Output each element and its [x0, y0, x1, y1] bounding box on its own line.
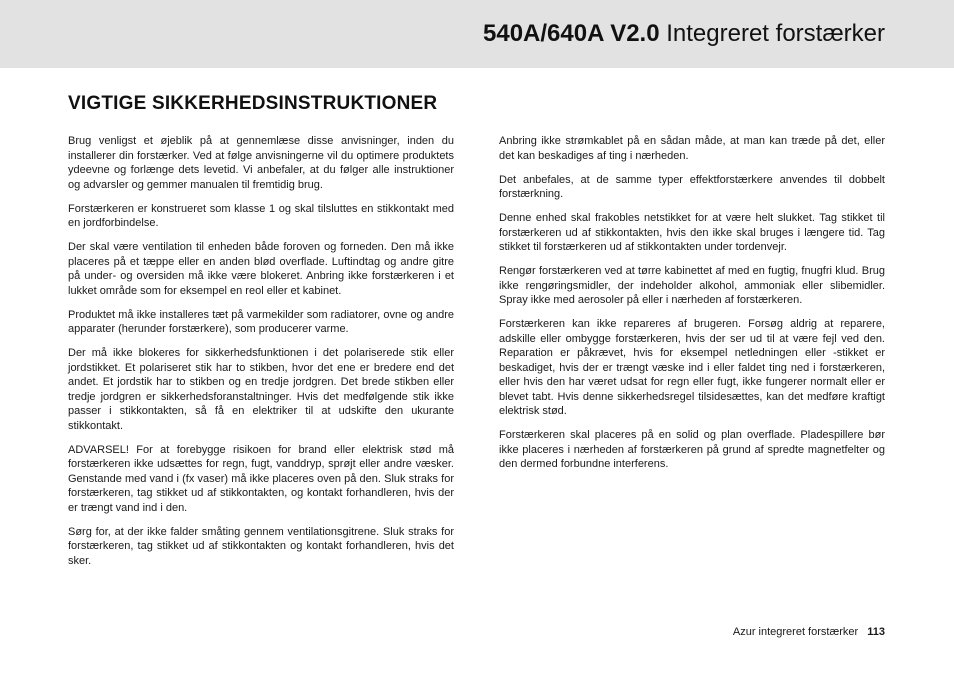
paragraph: Forstærkeren skal placeres på en solid og plan overflade. Pladespillere bør ikke placeres i nærheden af forstærkeren på grund af spredte magnetfelter og den dermed forbundne interferens. — [499, 429, 885, 470]
paragraph: Anbring ikke strømkablet på en sådan måde, at man kan træde på det, eller det kan beskadiges af ting i nærheden. — [499, 135, 885, 162]
product-title: Integreret forstærker — [666, 20, 885, 47]
paragraph: Denne enhed skal frakobles netstikket for at være helt slukket. Tag stikket til forstærkeren ud af stikkontakten, hvis den ikke skal bruges i længere tid. Tag stikket til forstærkeren ud af stikkontakten under tordenvejr. — [499, 212, 885, 253]
section-heading: VIGTIGE SIKKERHEDSINSTRUKTIONER — [68, 93, 438, 114]
footer-label: Azur integreret forstærker — [732, 626, 859, 638]
page-number: 113 — [867, 626, 885, 638]
document-title — [483, 18, 885, 50]
paragraph: Rengør forstærkeren ved at tørre kabinettet af med en fugtig, fnugfri klud. Brug ikke rengøringsmidler, der indeholder alkohol, ammoniak eller slibemidler. Spray ikke med aerosoler på eller i nærheden af forstærkeren. — [499, 265, 885, 306]
left-column — [68, 134, 454, 578]
paragraph: Sørg for, at der ikke falder småting gennem ventilationsgitrene. Sluk straks for forstærkeren, tag stikket ud af stikkontakten og kontakt forhandleren, hvis det sker. — [68, 525, 454, 567]
paragraph: Det anbefales, at de samme typer effektforstærkere anvendes til dobbelt forstærkning. — [499, 173, 885, 200]
page-footer — [733, 624, 885, 640]
header-band — [0, 0, 954, 68]
paragraph: Der må ikke blokeres for sikkerhedsfunktionen i det polariserede stik eller jordstikket. Et polariseret stik har to stikben, hvor det ene er bredere end det andet. Et jordstik har to stikben og en tredje jordgren. Det brede stikben eller tredje jordgren er sikkerhedsforanstaltninger. Hvis det medfølgende stik ikke passer i stikkontakten, så få en elektriker til at udskifte den ukurante stikkontakt. — [68, 347, 454, 432]
paragraph: Forstærkeren er konstrueret som klasse 1 og skal tilsluttes en stikkontakt med en jordforbindelse. — [68, 202, 454, 229]
right-column — [499, 134, 885, 481]
paragraph: Produktet må ikke installeres tæt på varmekilder som radiatorer, ovne og andre apparater (herunder forstærkere), som producerer varme. — [68, 308, 454, 335]
paragraph: Der skal være ventilation til enheden både foroven og forneden. Den må ikke placeres på et tæppe eller en anden blød overflade. Luftindtag og andre gitre på under- og oversiden må ikke være blokeret. Anbring ikke forstærkeren i et lukket område som for eksempel en reol eller et kabinet. — [68, 241, 454, 297]
paragraph: Brug venligst et øjeblik på at gennemlæse disse anvisninger, inden du installerer din forstærker. Ved at følge anvisningerne vil du optimere produktets ydeevne og forlænge dets levetid. Vi anbefaler, at du følger alle instruktioner og advarsler og gemmer manualen til fremtidig brug. — [68, 135, 454, 191]
paragraph: Forstærkeren kan ikke repareres af brugeren. Forsøg aldrig at reparere, adskille eller ombygge forstærkeren, hvis der ser ud til at være fejl ved den. Reparation er påkrævet, hvis for eksempel netledningen eller -stikket er beskadiget, hvis der er trængt væske ind i eller faldet ting ned i forstærkeren, eller hvis den har været udsat for regn eller fugt, ikke fungerer normalt eller er blevet tabt. Hvis denne sikkerhedsregel tilsidesættes, kan det medføre kraftigt elektrisk stød. — [499, 318, 885, 417]
model-name: 540A/640A V2.0 — [483, 20, 660, 47]
warning-paragraph: ADVARSEL! For at forebygge risikoen for brand eller elektrisk stød må forstærkeren ikke udsættes for regn, fugt, vanddryp, sprøjt eller andre væsker. Genstande med vand i (fx vaser) må ikke placeres oven på den. Sluk straks for forstærkeren, tag stikket ud af stikkontakten, og kontakt forhandleren, hvis der er trængt vand ind i den. — [68, 443, 454, 514]
